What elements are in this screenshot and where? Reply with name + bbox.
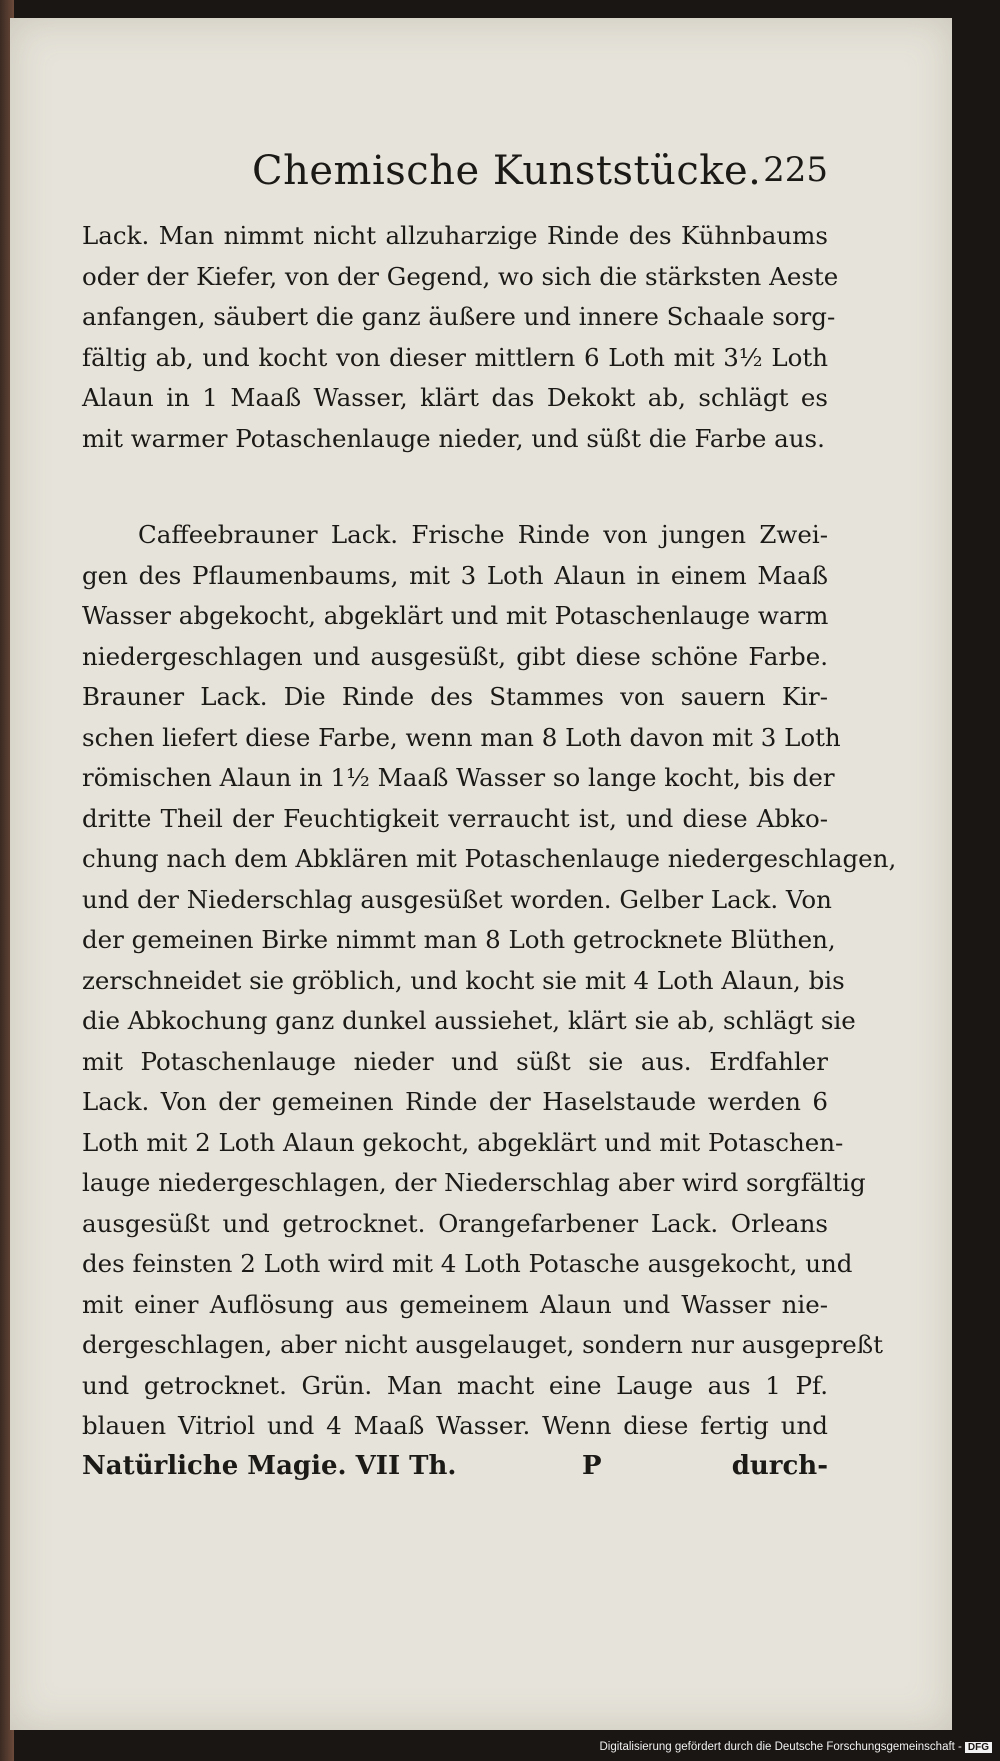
running-title: Chemische Kunststücke. [252,148,762,194]
dfg-logo-badge: DFG [965,1742,992,1753]
text-line: anfangen, säubert die ganz äußere und innere Schaale sorg- [82,302,836,331]
text-line: lauge niedergeschlagen, der Niederschlag aber wird sorgfältig [82,1168,866,1197]
page-content [82,148,897,1495]
text-line: schen liefert diese Farbe, wenn man 8 Loth davon mit 3 Loth [82,722,841,752]
text-line: Lack. Man nimmt nicht allzuharzige Rinde des Kühnbaums [82,221,828,250]
page-header [82,148,828,208]
text-line: oder der Kiefer, von der Gegend, wo sich die stärksten Aeste [82,261,839,291]
text-line: blauen Vitriol und 4 Maaß Wasser. Wenn diese fertig und [82,1411,828,1440]
text-line: und getrocknet. Grün. Man macht eine Lauge aus 1 Pf. [82,1370,828,1400]
book-page [10,18,952,1730]
text-line: Caffeebrauner Lack. Frische Rinde von jungen Zwei- [138,520,828,549]
page-number: 225 [763,150,828,190]
signature-mark: P [582,1450,602,1481]
text-line: dergeschlagen, aber nicht ausgelauget, sondern nur ausgepreßt [82,1330,883,1359]
text-line: Loth mit 2 Loth Alaun gekocht, abgeklärt und mit Potaschen- [82,1127,844,1157]
text-line: der gemeinen Birke nimmt man 8 Loth getrocknete Blüthen, [82,925,836,954]
text-line: Wasser abgekocht, abgeklärt und mit Potaschenlauge warm [82,601,829,630]
digitization-attribution [599,1741,992,1753]
paragraph-1 [82,216,839,459]
text-line: mit einer Auflösung aus gemeinem Alaun und Wasser nie- [82,1289,828,1319]
text-line: zerschneidet sie gröblich, und kocht sie mit 4 Loth Alaun, bis [82,965,845,995]
text-line: und der Niederschlag ausgesüßet worden. Gelber Lack. Von [82,884,832,914]
page-footer [82,1451,828,1495]
catchword: durch- [731,1450,828,1481]
text-line: Alaun in 1 Maaß Wasser, klärt das Dekokt ab, schlägt es [82,383,828,412]
paragraph-gap [82,459,828,515]
text-line: mit warmer Potaschenlauge nieder, und süßt die Farbe aus. [82,423,825,453]
paragraph-2 [82,515,897,1447]
text-line: fältig ab, und kocht von dieser mittlern 6 Loth mit 3½ Loth [82,342,828,372]
text-line: römischen Alaun in 1½ Maaß Wasser so lange kocht, bis der [82,763,835,792]
text-line: die Abkochung ganz dunkel aussiehet, klärt sie ab, schlägt sie [82,1006,856,1035]
text-line: dritte Theil der Feuchtigkeit verraucht ist, und diese Abko- [82,803,828,833]
attribution-text: Digitalisierung gefördert durch die Deutsche Forschungsgemeinschaft - [599,1741,962,1753]
text-line: des feinsten 2 Loth wird mit 4 Loth Potasche ausgekocht, und [82,1249,853,1278]
text-line: chung nach dem Abklären mit Potaschenlauge niedergeschlagen, [82,844,897,873]
signature-line: Natürliche Magie. VII Th. [82,1450,457,1481]
text-line: niedergeschlagen und ausgesüßt, gibt diese schöne Farbe. [82,641,828,671]
text-line: Brauner Lack. Die Rinde des Stammes von sauern Kir- [82,682,828,711]
text-line: mit Potaschenlauge nieder und süßt sie aus. Erdfahler [82,1046,828,1076]
text-line: Lack. Von der gemeinen Rinde der Haselstaude werden 6 [82,1087,828,1116]
text-line: ausgesüßt und getrocknet. Orangefarbener Lack. Orleans [82,1208,828,1238]
text-line: gen des Pflaumenbaums, mit 3 Loth Alaun in einem Maaß [82,560,828,590]
